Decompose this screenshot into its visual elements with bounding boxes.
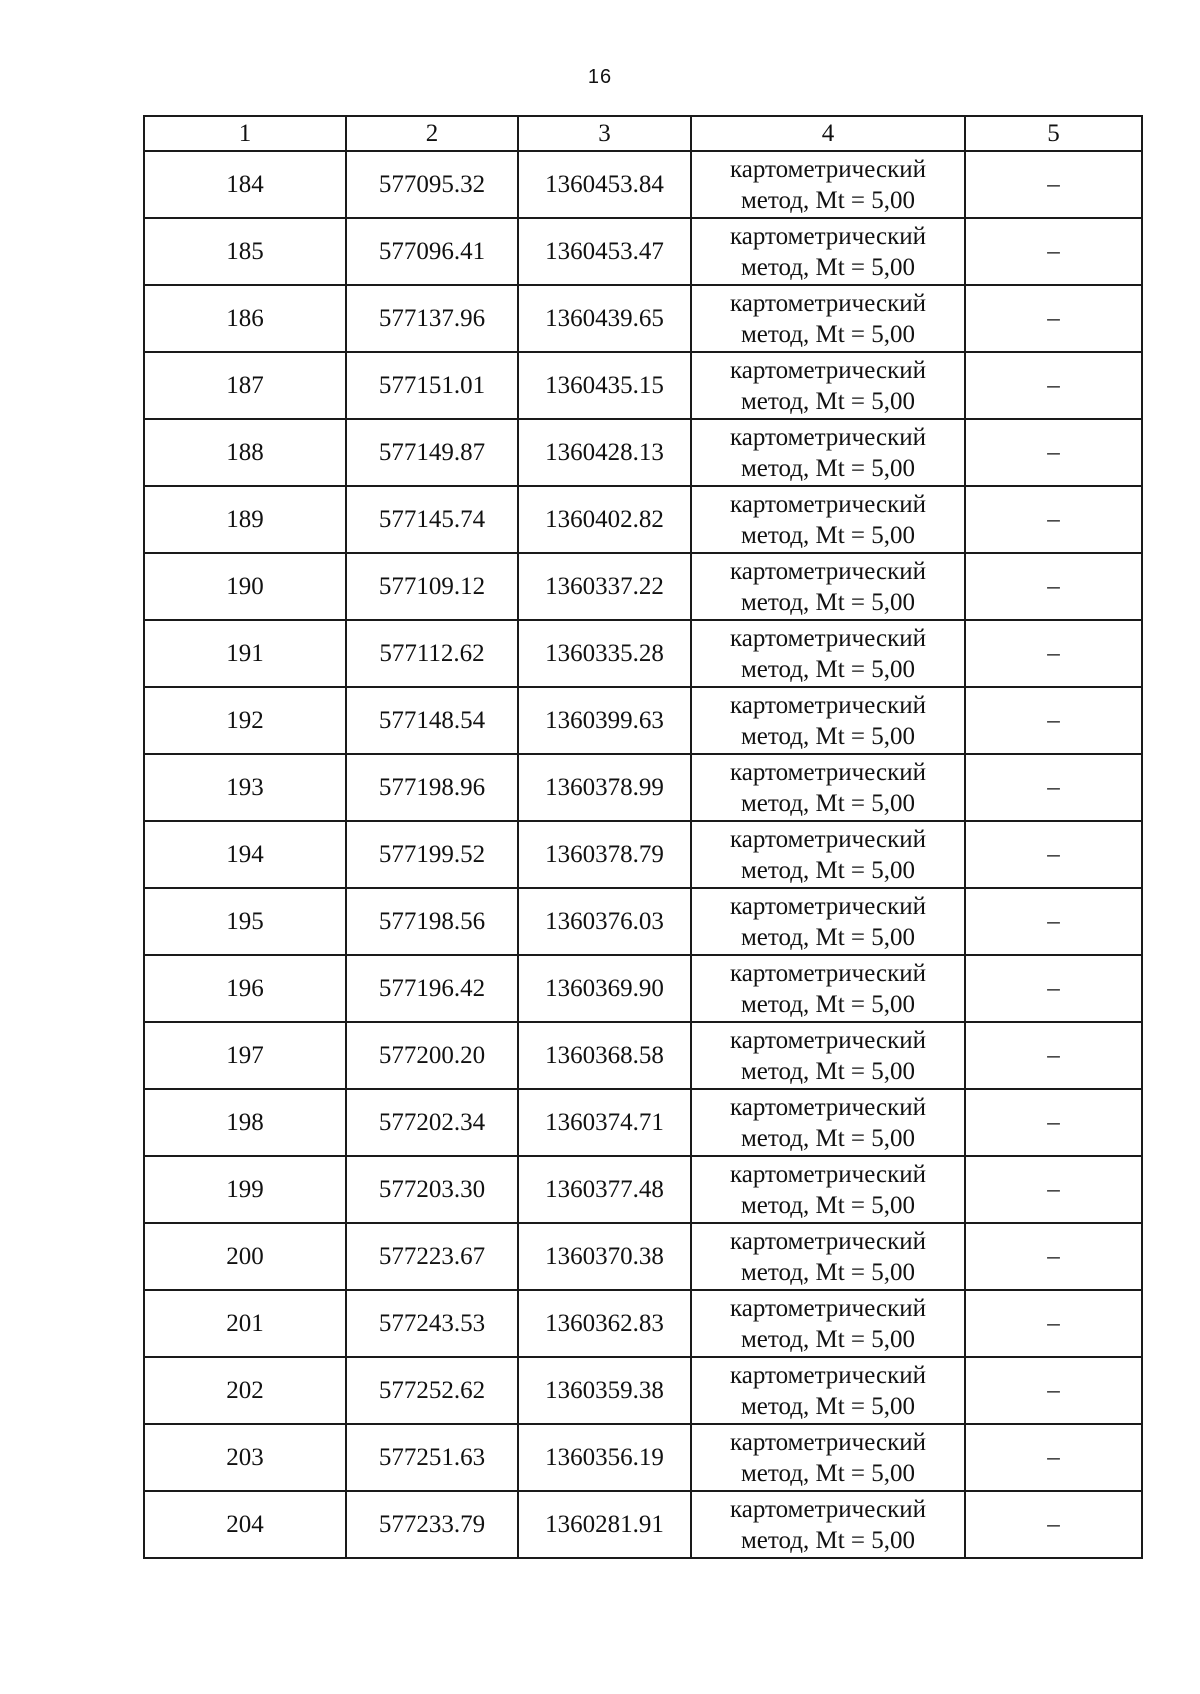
coord-y: 1360376.03 <box>518 888 691 955</box>
description-cell: – <box>965 1089 1142 1156</box>
coord-x: 577196.42 <box>346 955 518 1022</box>
coord-y: 1360402.82 <box>518 486 691 553</box>
coord-y: 1360453.47 <box>518 218 691 285</box>
method-cell <box>691 1424 965 1491</box>
method-cell <box>691 1089 965 1156</box>
point-number: 196 <box>144 955 346 1022</box>
method-line-1: картометрический <box>730 1026 926 1054</box>
coord-x: 577243.53 <box>346 1290 518 1357</box>
method-line-2: метод, Mt = 5,00 <box>740 253 916 281</box>
table-row <box>144 1089 1142 1156</box>
table-row <box>144 486 1142 553</box>
table-row <box>144 553 1142 620</box>
method-line-1: картометрический <box>730 1093 926 1121</box>
point-number: 190 <box>144 553 346 620</box>
page-number: 16 <box>587 66 613 88</box>
table-row <box>144 352 1142 419</box>
method-cell <box>691 1223 965 1290</box>
description-cell: – <box>965 1223 1142 1290</box>
method-line-2: метод, Mt = 5,00 <box>740 1191 916 1219</box>
description-cell: – <box>965 151 1142 218</box>
description-cell: – <box>965 955 1142 1022</box>
method-line-2: метод, Mt = 5,00 <box>740 655 916 683</box>
coord-x: 577112.62 <box>346 620 518 687</box>
description-cell: – <box>965 419 1142 486</box>
point-number: 194 <box>144 821 346 888</box>
method-line-2: метод, Mt = 5,00 <box>740 1325 916 1353</box>
coord-y: 1360362.83 <box>518 1290 691 1357</box>
method-cell <box>691 955 965 1022</box>
point-number: 197 <box>144 1022 346 1089</box>
coord-y: 1360378.79 <box>518 821 691 888</box>
coord-y: 1360399.63 <box>518 687 691 754</box>
coord-x: 577095.32 <box>346 151 518 218</box>
method-line-1: картометрический <box>730 1428 926 1456</box>
method-cell <box>691 1022 965 1089</box>
method-line-1: картометрический <box>730 1227 926 1255</box>
coord-y: 1360453.84 <box>518 151 691 218</box>
header-col-3: 3 <box>518 116 691 151</box>
table-row <box>144 1156 1142 1223</box>
description-cell: – <box>965 1022 1142 1089</box>
method-line-1: картометрический <box>730 624 926 652</box>
coord-x: 577198.56 <box>346 888 518 955</box>
coord-y: 1360428.13 <box>518 419 691 486</box>
point-number: 189 <box>144 486 346 553</box>
method-line-1: картометрический <box>730 691 926 719</box>
table-row <box>144 1223 1142 1290</box>
method-line-1: картометрический <box>730 1160 926 1188</box>
coord-x: 577223.67 <box>346 1223 518 1290</box>
description-cell: – <box>965 1491 1142 1558</box>
coordinates-table <box>143 115 1143 1559</box>
point-number: 198 <box>144 1089 346 1156</box>
method-line-2: метод, Mt = 5,00 <box>740 1124 916 1152</box>
header-row <box>144 116 1142 151</box>
header-col-5: 5 <box>965 116 1142 151</box>
table-row <box>144 419 1142 486</box>
coord-y: 1360378.99 <box>518 754 691 821</box>
table-row <box>144 687 1142 754</box>
method-line-1: картометрический <box>730 959 926 987</box>
coord-x: 577199.52 <box>346 821 518 888</box>
coord-x: 577151.01 <box>346 352 518 419</box>
method-line-1: картометрический <box>730 356 926 384</box>
coord-y: 1360369.90 <box>518 955 691 1022</box>
method-cell <box>691 1290 965 1357</box>
method-line-2: метод, Mt = 5,00 <box>740 856 916 884</box>
method-cell <box>691 352 965 419</box>
description-cell: – <box>965 352 1142 419</box>
method-line-2: метод, Mt = 5,00 <box>740 990 916 1018</box>
point-number: 193 <box>144 754 346 821</box>
description-cell: – <box>965 620 1142 687</box>
method-line-2: метод, Mt = 5,00 <box>740 387 916 415</box>
coord-y: 1360435.15 <box>518 352 691 419</box>
description-cell: – <box>965 1424 1142 1491</box>
table-row <box>144 1290 1142 1357</box>
method-line-2: метод, Mt = 5,00 <box>740 1459 916 1487</box>
method-line-1: картометрический <box>730 758 926 786</box>
method-line-1: картометрический <box>730 490 926 518</box>
point-number: 204 <box>144 1491 346 1558</box>
coord-x: 577200.20 <box>346 1022 518 1089</box>
method-line-1: картометрический <box>730 892 926 920</box>
method-cell <box>691 687 965 754</box>
coord-x: 577137.96 <box>346 285 518 352</box>
header-col-1: 1 <box>144 116 346 151</box>
method-line-1: картометрический <box>730 289 926 317</box>
method-line-2: метод, Mt = 5,00 <box>740 186 916 214</box>
coord-y: 1360368.58 <box>518 1022 691 1089</box>
table-body <box>144 151 1142 1558</box>
method-line-1: картометрический <box>730 222 926 250</box>
header-col-4: 4 <box>691 116 965 151</box>
method-line-1: картометрический <box>730 557 926 585</box>
description-cell: – <box>965 486 1142 553</box>
point-number: 199 <box>144 1156 346 1223</box>
method-line-2: метод, Mt = 5,00 <box>740 1392 916 1420</box>
coord-y: 1360337.22 <box>518 553 691 620</box>
method-cell <box>691 486 965 553</box>
method-cell <box>691 285 965 352</box>
method-line-2: метод, Mt = 5,00 <box>740 789 916 817</box>
header-col-2: 2 <box>346 116 518 151</box>
point-number: 201 <box>144 1290 346 1357</box>
method-line-1: картометрический <box>730 423 926 451</box>
coord-y: 1360374.71 <box>518 1089 691 1156</box>
table-row <box>144 888 1142 955</box>
coord-x: 577203.30 <box>346 1156 518 1223</box>
method-line-1: картометрический <box>730 155 926 183</box>
method-cell <box>691 1156 965 1223</box>
table-row <box>144 821 1142 888</box>
coord-y: 1360377.48 <box>518 1156 691 1223</box>
method-line-2: метод, Mt = 5,00 <box>740 320 916 348</box>
method-line-1: картометрический <box>730 1294 926 1322</box>
method-line-2: метод, Mt = 5,00 <box>740 722 916 750</box>
method-cell <box>691 754 965 821</box>
coord-x: 577096.41 <box>346 218 518 285</box>
table-row <box>144 151 1142 218</box>
table-row <box>144 754 1142 821</box>
method-cell <box>691 419 965 486</box>
method-line-2: метод, Mt = 5,00 <box>740 588 916 616</box>
coord-x: 577198.96 <box>346 754 518 821</box>
point-number: 186 <box>144 285 346 352</box>
description-cell: – <box>965 218 1142 285</box>
description-cell: – <box>965 1290 1142 1357</box>
method-cell <box>691 1357 965 1424</box>
table-row <box>144 1491 1142 1558</box>
description-cell: – <box>965 754 1142 821</box>
point-number: 195 <box>144 888 346 955</box>
description-cell: – <box>965 1357 1142 1424</box>
coord-x: 577148.54 <box>346 687 518 754</box>
table-row <box>144 285 1142 352</box>
description-cell: – <box>965 687 1142 754</box>
coord-x: 577252.62 <box>346 1357 518 1424</box>
point-number: 191 <box>144 620 346 687</box>
method-line-2: метод, Mt = 5,00 <box>740 1057 916 1085</box>
point-number: 203 <box>144 1424 346 1491</box>
table-row <box>144 1424 1142 1491</box>
point-number: 202 <box>144 1357 346 1424</box>
description-cell: – <box>965 285 1142 352</box>
coord-x: 577233.79 <box>346 1491 518 1558</box>
method-cell <box>691 553 965 620</box>
method-line-2: метод, Mt = 5,00 <box>740 521 916 549</box>
point-number: 200 <box>144 1223 346 1290</box>
coord-x: 577202.34 <box>346 1089 518 1156</box>
table-row <box>144 1022 1142 1089</box>
method-cell <box>691 888 965 955</box>
description-cell: – <box>965 821 1142 888</box>
method-line-2: метод, Mt = 5,00 <box>740 923 916 951</box>
method-cell <box>691 821 965 888</box>
point-number: 185 <box>144 218 346 285</box>
point-number: 188 <box>144 419 346 486</box>
coord-y: 1360356.19 <box>518 1424 691 1491</box>
description-cell: – <box>965 553 1142 620</box>
method-line-1: картометрический <box>730 825 926 853</box>
coord-x: 577145.74 <box>346 486 518 553</box>
table-row <box>144 620 1142 687</box>
method-line-2: метод, Mt = 5,00 <box>740 454 916 482</box>
description-cell: – <box>965 1156 1142 1223</box>
coord-y: 1360370.38 <box>518 1223 691 1290</box>
point-number: 184 <box>144 151 346 218</box>
table-row <box>144 1357 1142 1424</box>
method-cell <box>691 620 965 687</box>
method-line-2: метод, Mt = 5,00 <box>740 1526 916 1554</box>
method-line-1: картометрический <box>730 1495 926 1523</box>
coord-y: 1360359.38 <box>518 1357 691 1424</box>
method-line-2: метод, Mt = 5,00 <box>740 1258 916 1286</box>
coord-y: 1360439.65 <box>518 285 691 352</box>
table-row <box>144 955 1142 1022</box>
method-cell <box>691 151 965 218</box>
point-number: 192 <box>144 687 346 754</box>
coord-x: 577251.63 <box>346 1424 518 1491</box>
method-cell <box>691 218 965 285</box>
coord-y: 1360335.28 <box>518 620 691 687</box>
method-cell <box>691 1491 965 1558</box>
coord-x: 577109.12 <box>346 553 518 620</box>
coord-x: 577149.87 <box>346 419 518 486</box>
point-number: 187 <box>144 352 346 419</box>
coord-y: 1360281.91 <box>518 1491 691 1558</box>
method-line-1: картометрический <box>730 1361 926 1389</box>
description-cell: – <box>965 888 1142 955</box>
table-row <box>144 218 1142 285</box>
